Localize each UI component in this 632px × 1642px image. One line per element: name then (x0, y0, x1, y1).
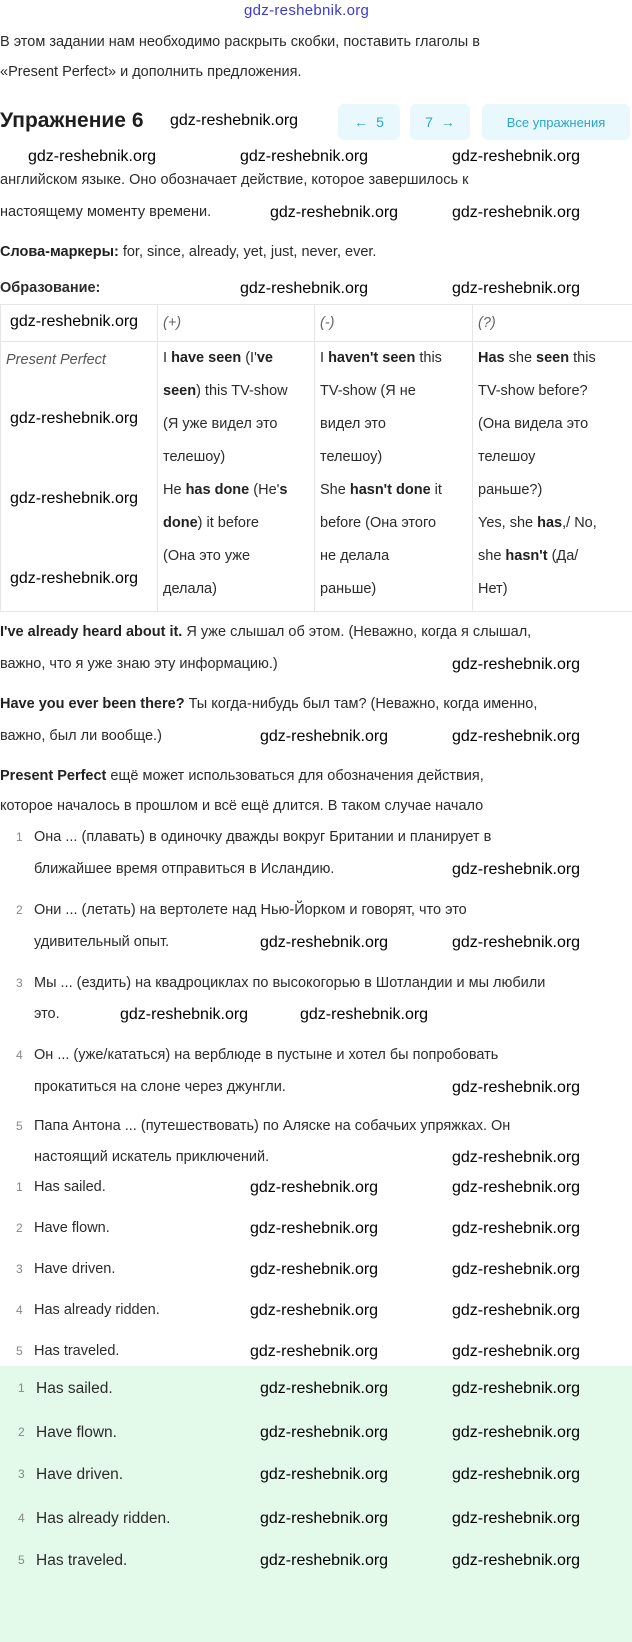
watermark: gdz-reshebnik.org (452, 656, 581, 673)
answer-text: Has sailed. (36, 1380, 113, 1397)
answer-text: Has traveled. (34, 1343, 120, 1359)
answer-number: 1 (18, 1381, 25, 1395)
watermark: gdz-reshebnik.org (452, 204, 581, 221)
task-number: 2 (16, 903, 23, 917)
answer-number: 5 (18, 1553, 25, 1567)
watermark: gdz-reshebnik.org (452, 148, 581, 165)
answer-text: Has traveled. (36, 1552, 128, 1569)
watermark: gdz-reshebnik.org (120, 1006, 249, 1023)
example-2-ru: Ты когда-нибудь был там? (Неважно, когда именно, (184, 696, 538, 712)
answer-text: Has already ridden. (36, 1510, 171, 1527)
watermark: gdz-reshebnik.org (240, 280, 369, 297)
watermark: gdz-reshebnik.org (260, 1424, 389, 1441)
watermark: gdz-reshebnik.org (260, 934, 389, 951)
arrow-left-icon: ← (354, 114, 369, 130)
site-watermark-logo: gdz-reshebnik.org (244, 2, 370, 19)
table-row-name: Present Perfect (1, 342, 158, 612)
answer-number: 1 (16, 1180, 23, 1194)
answer-text: Have driven. (34, 1261, 116, 1277)
task-number: 5 (16, 1119, 23, 1133)
watermark: gdz-reshebnik.org (170, 112, 299, 129)
watermark: gdz-reshebnik.org (452, 1552, 581, 1569)
watermark: gdz-reshebnik.org (452, 861, 581, 878)
watermark: gdz-reshebnik.org (452, 1179, 581, 1196)
next-exercise-button[interactable] (410, 104, 470, 140)
answer-number: 2 (16, 1221, 23, 1235)
answer-number: 5 (16, 1344, 23, 1358)
watermark: gdz-reshebnik.org (452, 728, 581, 745)
intro-line-1: В этом задании нам необходимо раскрыть скобки, поставить глаголы в (0, 34, 480, 50)
example-1-cont: важно, что я уже знаю эту информацию.) (0, 656, 278, 672)
pp-note (0, 768, 484, 785)
task-number: 3 (16, 976, 23, 990)
page-title: Упражнение 6 (0, 109, 144, 132)
answer-text: Have driven. (36, 1466, 124, 1483)
watermark: gdz-reshebnik.org (250, 1179, 379, 1196)
watermark: gdz-reshebnik.org (452, 280, 581, 297)
theory-line-2: настоящему моменту времени. (0, 204, 212, 220)
watermark: gdz-reshebnik.org (10, 410, 139, 427)
answer-text: Has already ridden. (34, 1302, 160, 1318)
watermark: gdz-reshebnik.org (240, 148, 369, 165)
answer-number: 3 (16, 1262, 23, 1276)
task-number: 4 (16, 1048, 23, 1062)
all-exercises-button[interactable]: Все упражнения (482, 104, 630, 140)
watermark: gdz-reshebnik.org (452, 934, 581, 951)
watermark: gdz-reshebnik.org (260, 728, 389, 745)
task-line: Они ... (летать) на вертолете над Нью-Йорком и говорят, что это (34, 902, 467, 918)
watermark: gdz-reshebnik.org (452, 1424, 581, 1441)
task-line: ближайшее время отправиться в Исландию. (34, 861, 335, 877)
theory-line-1: английском языке. Оно обозначает действие, которое завершилось к (0, 172, 469, 188)
answer-box (0, 1366, 632, 1642)
answer-text: Have flown. (34, 1220, 110, 1236)
task-line: Папа Антона ... (путешествовать) по Аляске на собачьих упряжках. Он (34, 1118, 511, 1134)
table-header-cell: (-) (315, 305, 473, 342)
prev-exercise-button[interactable] (338, 104, 400, 140)
example-2 (0, 696, 537, 713)
watermark: gdz-reshebnik.org (250, 1343, 379, 1360)
task-line: Он ... (уже/кататься) на верблюде в пустыне и хотел бы попробовать (34, 1047, 499, 1063)
watermark: gdz-reshebnik.org (452, 1510, 581, 1527)
task-line: Она ... (плавать) в одиночку дважды вокруг Британии и планирует в (34, 829, 492, 845)
watermark: gdz-reshebnik.org (270, 204, 399, 221)
task-line: это. (34, 1006, 60, 1022)
table-cell-question: Has she seen this TV-show before? (Она видела это телешоу раньше?) Yes, she has,/ No, she hasn't (Да/ Нет) (473, 342, 632, 612)
answer-number: 4 (18, 1511, 25, 1525)
watermark: gdz-reshebnik.org (250, 1220, 379, 1237)
example-2-en: Have you ever been there? (0, 696, 185, 712)
answer-number: 4 (16, 1303, 23, 1317)
watermark: gdz-reshebnik.org (260, 1380, 389, 1397)
pp-text: ещё может использоваться для обозначения действия, (106, 768, 484, 784)
watermark: gdz-reshebnik.org (10, 313, 139, 330)
table-header-cell: (?) (473, 305, 632, 342)
task-number: 1 (16, 830, 23, 844)
watermark: gdz-reshebnik.org (452, 1261, 581, 1278)
answer-number: 3 (18, 1467, 25, 1481)
table-cell-negative: I haven't seen this TV-show (Я не видел это телешоу) She hasn't done it before (Она этого не делала раньше) (315, 342, 473, 612)
watermark: gdz-reshebnik.org (260, 1510, 389, 1527)
formation-label: Образование: (0, 280, 101, 296)
watermark: gdz-reshebnik.org (260, 1552, 389, 1569)
example-2-cont: важно, был ли вообще.) (0, 728, 162, 744)
prev-label: 5 (376, 114, 384, 130)
watermark: gdz-reshebnik.org (250, 1302, 379, 1319)
pp-note-cont: которое началось в прошлом и всё ещё длится. В таком случае начало (0, 798, 484, 814)
watermark: gdz-reshebnik.org (452, 1079, 581, 1096)
watermark: gdz-reshebnik.org (10, 570, 139, 587)
markers-text (0, 244, 376, 261)
task-line: прокатиться на слоне через джунгли. (34, 1079, 286, 1095)
example-1 (0, 624, 531, 641)
next-label: 7 (425, 114, 433, 130)
watermark: gdz-reshebnik.org (452, 1380, 581, 1397)
watermark: gdz-reshebnik.org (260, 1466, 389, 1483)
intro-line-2: «Present Perfect» и дополнить предложения. (0, 64, 302, 80)
example-1-ru: Я уже слышал об этом. (Неважно, когда я слышал, (182, 624, 532, 640)
answer-text: Has sailed. (34, 1179, 106, 1195)
task-line: Мы ... (ездить) на квадроциклах по высокогорью в Шотландии и мы любили (34, 975, 546, 991)
watermark: gdz-reshebnik.org (452, 1220, 581, 1237)
watermark: gdz-reshebnik.org (250, 1261, 379, 1278)
watermark: gdz-reshebnik.org (28, 148, 157, 165)
watermark: gdz-reshebnik.org (452, 1343, 581, 1360)
task-line: настоящий искатель приключений. (34, 1149, 270, 1165)
answer-text: Have flown. (36, 1424, 117, 1441)
arrow-right-icon: → (440, 114, 455, 130)
watermark: gdz-reshebnik.org (10, 490, 139, 507)
watermark: gdz-reshebnik.org (300, 1006, 429, 1023)
markers-label: Слова-маркеры: (0, 244, 119, 260)
watermark: gdz-reshebnik.org (452, 1302, 581, 1319)
watermark: gdz-reshebnik.org (452, 1466, 581, 1483)
answer-number: 2 (18, 1425, 25, 1439)
table-header-cell: (+) (158, 305, 315, 342)
task-line: удивительный опыт. (34, 934, 170, 950)
example-1-en: I've already heard about it. (0, 624, 183, 640)
formation-table (0, 304, 632, 612)
table-cell-positive: I have seen (I've seen) this TV-show (Я уже видел это телешоу) He has done (He's done) it before (Она это уже делала) (158, 342, 315, 612)
pp-label: Present Perfect (0, 768, 107, 784)
watermark: gdz-reshebnik.org (452, 1149, 581, 1166)
markers-list: for, since, already, yet, just, never, ever. (118, 244, 377, 260)
